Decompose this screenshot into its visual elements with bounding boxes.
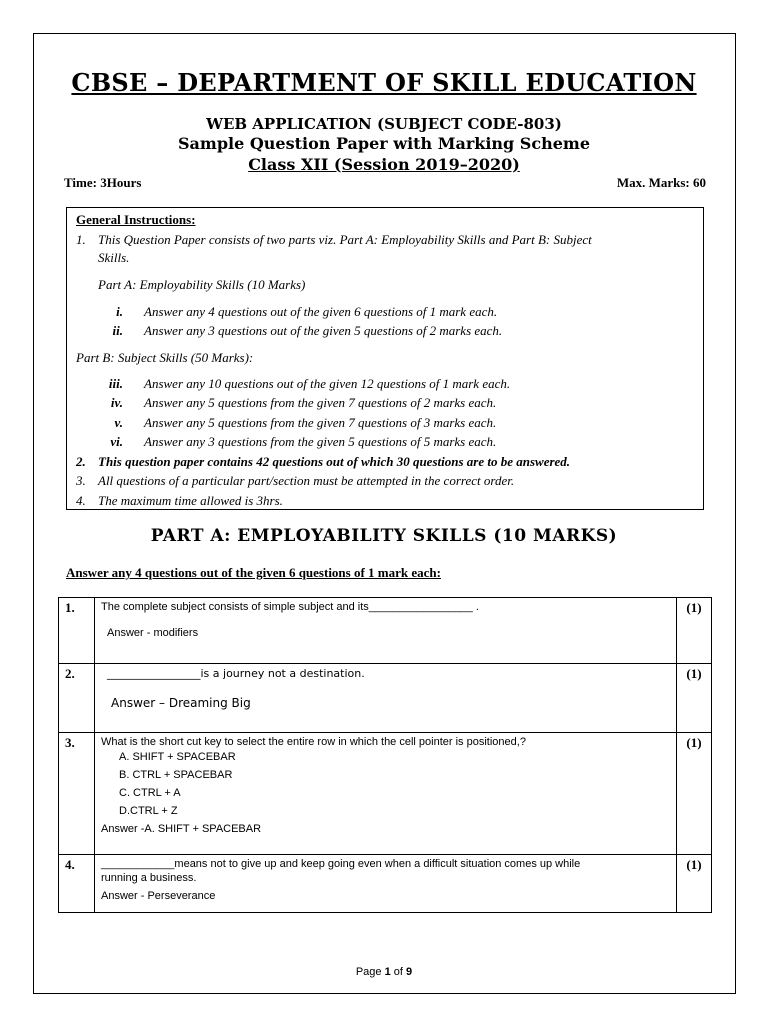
page-footer (0, 966, 768, 978)
answer-text: Answer - Perseverance (101, 890, 216, 902)
document-title: CBSE – DEPARTMENT OF SKILL EDUCATION (71, 68, 697, 97)
list-item: Answer any 3 questions out of the given 5 questions of 2 marks each. (144, 323, 503, 338)
footer-prefix: Page (355, 966, 385, 978)
page-number: 1 (384, 966, 391, 978)
question-marks: (1) (677, 598, 712, 664)
subject-title: WEB APPLICATION (SUBJECT CODE-803) (206, 115, 562, 133)
list-item: Answer any 5 questions from the given 7 questions of 2 marks each. (144, 395, 497, 410)
instruction-number: 1. (76, 232, 86, 247)
instruction-item-3: All questions of a particular part/section must be attempted in the correct order. (98, 473, 515, 488)
question-number: 4. (59, 855, 95, 913)
part-a-instruction: Answer any 4 questions out of the given 6 questions of 1 mark each: (66, 565, 441, 580)
general-instructions-box (66, 207, 704, 510)
option: A. SHIFT + SPACEBAR (119, 751, 236, 763)
instructions-heading: General Instructions: (76, 212, 196, 227)
list-marker: iv. (110, 395, 123, 410)
question-cell (95, 664, 677, 733)
question-text: The complete subject consists of simple subject and its_________________ . (101, 601, 479, 613)
answer-text: Answer -A. SHIFT + SPACEBAR (101, 823, 262, 835)
list-item: Answer any 4 questions out of the given 6 questions of 1 mark each. (144, 304, 498, 319)
question-number: 2. (59, 664, 95, 733)
table-row (59, 855, 712, 913)
table-row (59, 733, 712, 855)
instruction-item-1: This Question Paper consists of two parts viz. Part A: Employability Skills and Part B: Subject (98, 232, 592, 247)
answer-text: Answer – Dreaming Big (111, 696, 251, 710)
question-cell (95, 598, 677, 664)
option: C. CTRL + A (119, 787, 181, 799)
answer-text: Answer - modifiers (107, 627, 199, 639)
list-marker: iii. (108, 376, 123, 391)
question-cell (95, 855, 677, 913)
table-row (59, 598, 712, 664)
instruction-item-4: The maximum time allowed is 3hrs. (98, 493, 283, 508)
max-marks: Max. Marks: 60 (616, 175, 706, 190)
question-number: 3. (59, 733, 95, 855)
list-item: Answer any 10 questions out of the given 12 questions of 1 mark each. (144, 376, 511, 391)
list-marker: i. (116, 304, 123, 319)
class-session: Class XII (Session 2019–2020) (248, 155, 520, 174)
question-marks: (1) (677, 733, 712, 855)
question-marks: (1) (677, 664, 712, 733)
instruction-number: 3. (76, 473, 86, 488)
question-number: 1. (59, 598, 95, 664)
question-text: ____________means not to give up and keep going even when a difficult situation comes up while (101, 858, 581, 870)
questions-table (58, 597, 712, 913)
question-marks: (1) (677, 855, 712, 913)
option: D.CTRL + Z (119, 805, 178, 817)
instruction-number: 4. (76, 493, 86, 508)
list-marker: v. (114, 415, 123, 430)
list-item: Answer any 5 questions from the given 7 questions of 3 marks each. (144, 415, 497, 430)
question-cell (95, 733, 677, 855)
table-row (59, 664, 712, 733)
part-a-heading: Part A: Employability Skills (10 Marks) (98, 277, 306, 292)
time-allowed: Time: 3Hours (64, 175, 142, 190)
list-marker: ii. (112, 323, 123, 338)
instruction-number: 2. (76, 454, 86, 469)
page-total: 9 (406, 966, 413, 978)
question-text: What is the short cut key to select the entire row in which the cell pointer is positioned,? (101, 736, 526, 748)
list-item: Answer any 3 questions from the given 5 questions of 5 marks each. (144, 434, 497, 449)
question-text: _________________is a journey not a destination. (107, 667, 365, 680)
part-b-heading: Part B: Subject Skills (50 Marks): (76, 350, 254, 365)
footer-mid: of (390, 966, 407, 978)
instruction-item-2: This question paper contains 42 questions out of which 30 questions are to be answered. (98, 454, 571, 469)
question-text-cont: running a business. (101, 872, 197, 884)
part-a-title: PART A: EMPLOYABILITY SKILLS (10 MARKS) (150, 526, 618, 546)
list-marker: vi. (110, 434, 123, 449)
instruction-item-1-cont: Skills. (98, 250, 130, 265)
paper-title: Sample Question Paper with Marking Scheme (177, 134, 591, 153)
option: B. CTRL + SPACEBAR (119, 769, 233, 781)
